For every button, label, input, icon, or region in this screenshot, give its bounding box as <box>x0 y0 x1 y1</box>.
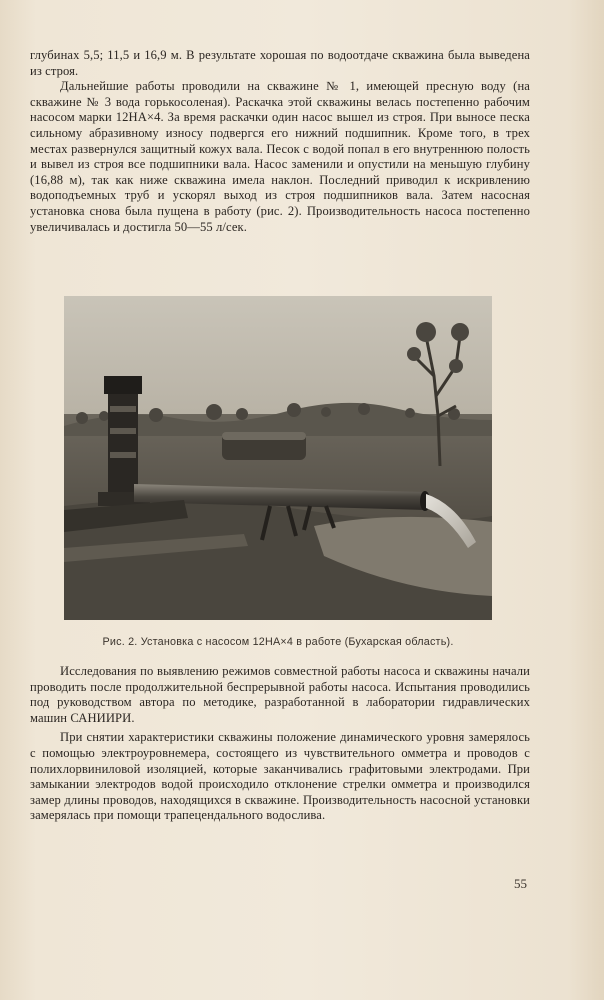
paragraph-measurement: При снятии характеристики скважины положение динамического уровня замерялось с помощью электроуровнемера, состоящего из чувствительного омметра и проводов с полихлорвиниловой изоляцией, которые заканчивались графитовыми электродами. При замыкании электродов водой происходило отклонение стрелки омметра и производился замер длины проводов, находящихся в скважине. Производительность насосной установки замерялась при помощи трапецендального водослива. <box>30 730 530 823</box>
text-block-bottom <box>30 664 530 824</box>
figure-pump-photo <box>64 296 492 620</box>
paragraph-continuation: глубинах 5,5; 11,5 и 16,9 м. В результате хорошая по водоотдаче скважина была выведена из строя. <box>30 48 530 78</box>
figure-caption: Рис. 2. Установка с насосом 12НА×4 в работе (Бухарская область). <box>102 636 454 648</box>
pump-installation-photo <box>64 296 492 620</box>
paragraph-research: Исследования по выявлению режимов совместной работы насоса и скважины начали проводить после продолжительной беспрерывной работы насоса. Испытания проводились под руководством автора по методике, разработанной в лаборатории гидравлических машин САНИИРИ. <box>30 664 530 725</box>
text-block-top <box>30 48 530 235</box>
paragraph-well-one: Дальнейшие работы проводили на скважине № 1, имеющей пресную воду (на скважине № 3 вода горькосоленая). Раскачка этой скважины велась постепенно рабочим насосом марки 12НА×4. За время раскачки один насос вышел из строя. При выносе песка сильному абразивному износу подвергся его нижний подшипник. Кроме того, в трех местах развернулся защитный кожух вала. Песок с водой попал в его внутреннюю полость и вывел из строя все подшипники вала. Насос заменили и опустили на меньшую глубину (16,88 м), так как ниже скважина имела наклон. Последний приводил к искривлению водоподъемных труб и ускорял выход из строя подшипников вала. Затем насосная установка снова была пущена в работу (рис. 2). Производительность насоса постепенно увеличивалась и достигла 50—55 л/сек. <box>30 79 530 234</box>
page-number: 55 <box>514 876 527 891</box>
